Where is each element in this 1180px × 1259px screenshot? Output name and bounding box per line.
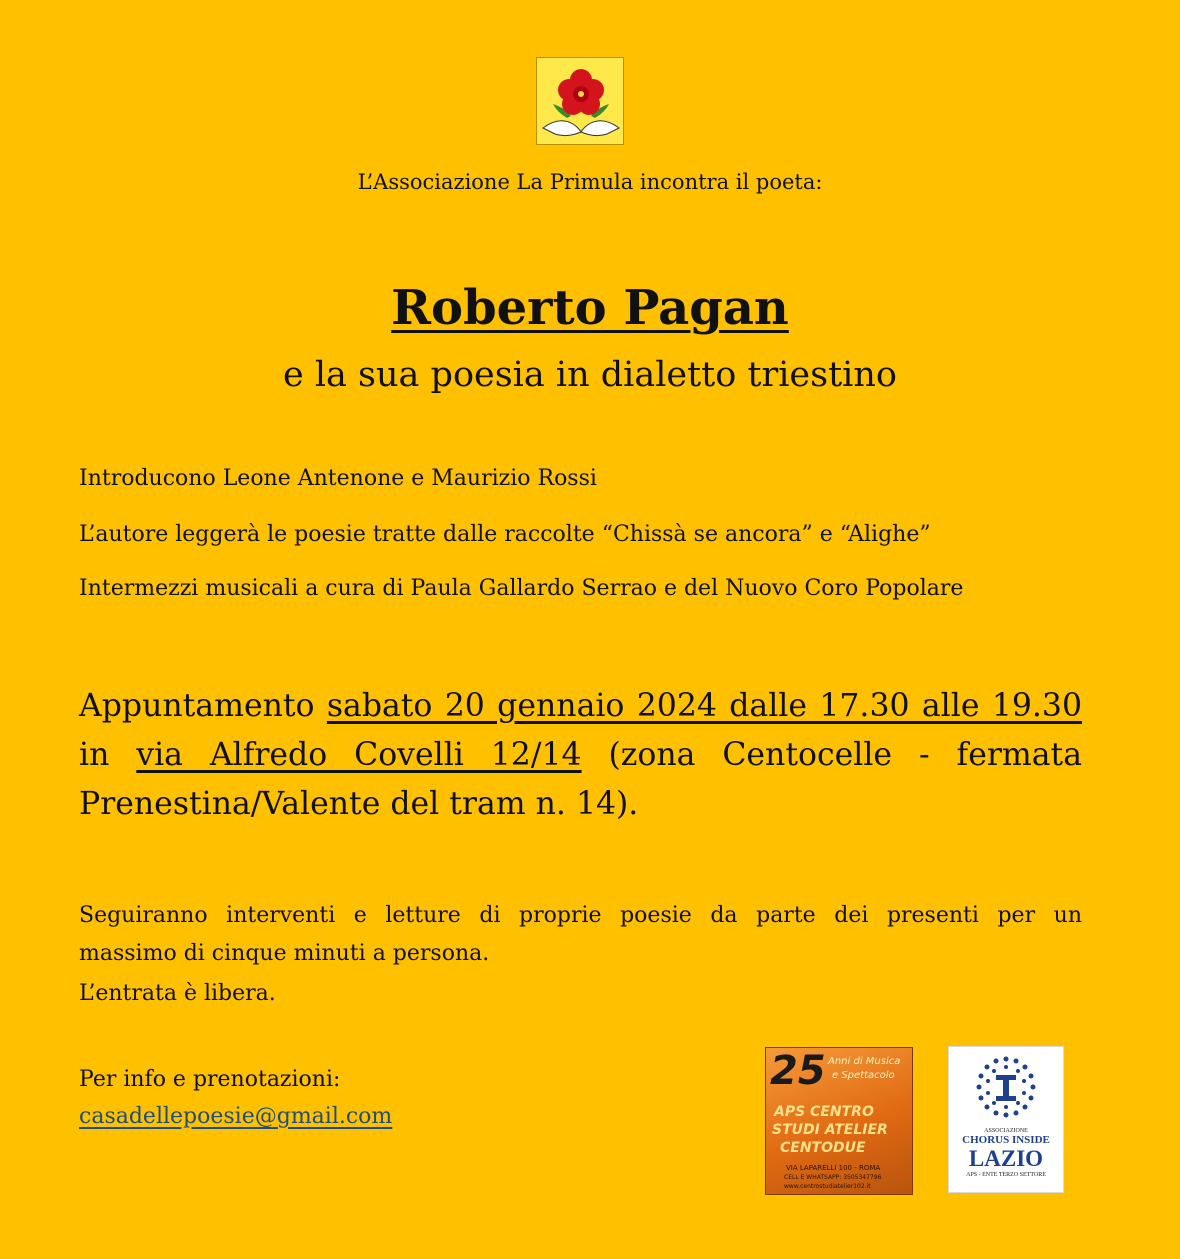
contact-label: Per info e prenotazioni:: [79, 1067, 341, 1092]
followup-line-2: massimo di cinque minuti a persona.: [79, 941, 490, 966]
centodue-phone: CELL E WHATSAPP: 3505347796: [784, 1174, 882, 1181]
intro-text: L’Associazione La Primula incontra il poeta:: [357, 170, 823, 194]
chorus-region: LAZIO: [968, 1146, 1044, 1171]
followup-line-1: Seguiranno interventi e letture di proprie poesie da parte dei presenti per un: [79, 903, 1082, 928]
contact-email-link[interactable]: casadellepoesie@gmail.com: [79, 1104, 393, 1129]
appointment-prefix: Appuntamento: [79, 688, 327, 724]
chorus-sub: APS - ENTE TERZO SETTORE: [966, 1172, 1046, 1178]
appointment-stop: Prenestina/Valente del tram n. 14).: [79, 786, 639, 822]
appointment-date: sabato 20 gennaio 2024 dalle 17.30 alle 19.30: [326, 688, 1082, 724]
appointment-paragraph: [79, 682, 1082, 780]
event-subtitle: e la sua poesia in dialetto triestino: [283, 355, 897, 395]
detail-introducers: Introducono Leone Antenone e Maurizio Rossi: [79, 466, 597, 491]
chorus-assoc: ASSOCIAZIONE: [984, 1128, 1028, 1134]
centodue-address: VIA LAPARELLI 100 - ROMA: [786, 1164, 881, 1172]
primula-flower-icon: [537, 58, 625, 146]
detail-music: Intermezzi musicali a cura di Paula Gallardo Serrao e del Nuovo Coro Popolare: [79, 576, 964, 601]
centodue-tagline-b: e Spettacolo: [832, 1070, 895, 1081]
centodue-web: www.centrostudiatelier102.it: [784, 1183, 871, 1190]
centodue-logo: [765, 1047, 913, 1195]
chorus-inside-logo: [948, 1046, 1064, 1193]
poet-name: [0, 280, 1180, 336]
centodue-name-3: CENTODUE: [780, 1140, 866, 1156]
appointment-in: in: [79, 737, 137, 773]
anniversary-number: 25: [770, 1048, 826, 1094]
primula-logo: [536, 57, 624, 145]
free-entry-text: L’entrata è libera.: [79, 981, 276, 1006]
poet-name-text: Roberto Pagan: [391, 280, 789, 336]
detail-readings: L’autore leggerà le poesie tratte dalle raccolte “Chissà se ancora” e “Alighe”: [79, 522, 931, 547]
centodue-tagline-a: Anni di Musica: [828, 1056, 901, 1067]
centodue-name-2: STUDI ATELIER: [772, 1122, 888, 1138]
appointment-address: via Alfredo Covelli 12/14: [136, 737, 582, 773]
appointment-zone: (zona Centocelle - fermata: [581, 737, 1082, 773]
chorus-dots-icon: [971, 1053, 1041, 1123]
chorus-name: CHORUS INSIDE: [962, 1134, 1050, 1146]
centodue-name-1: APS CENTRO: [774, 1104, 874, 1120]
